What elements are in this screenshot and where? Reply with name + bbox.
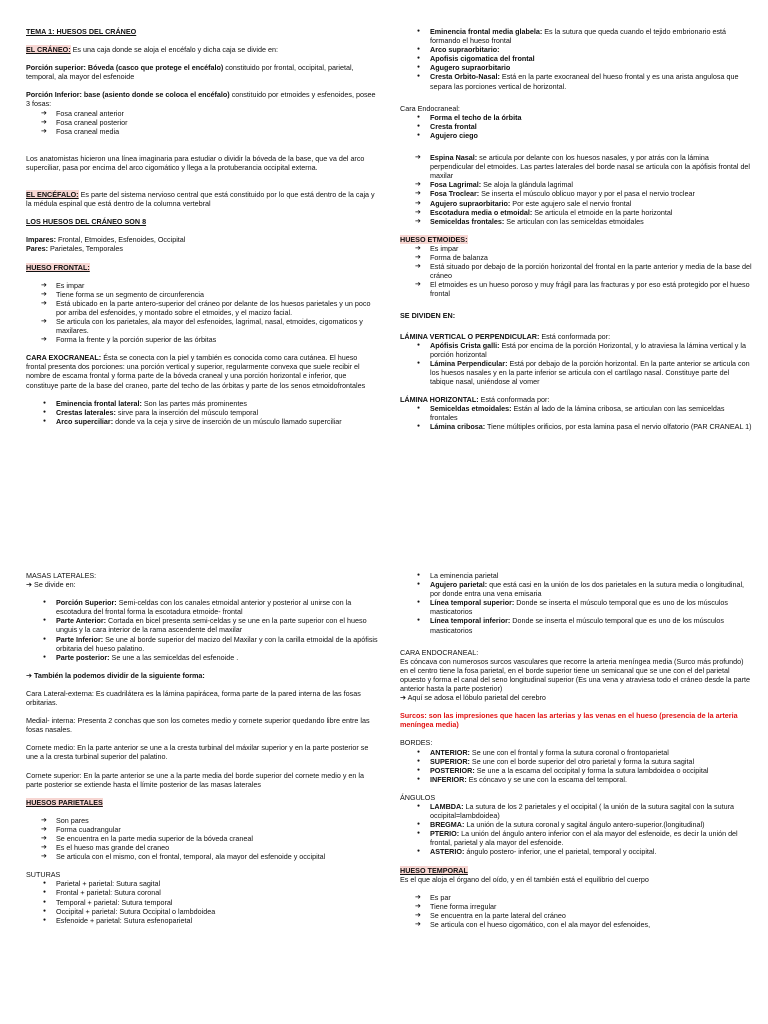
list-item: ➔ Se articula con el hueso cigomático, con el ala mayor del esfenoides,	[400, 920, 753, 929]
list-item: ➔ Tiene forma se un segmento de circunferencia	[26, 290, 379, 299]
list-item: ● Porción Superior: Semi-celdas con los canales etmoidal anterior y posterior al unirse con la escotadura del frontal forma la escotadura etmoide- frontal	[26, 598, 379, 616]
list-item: ● Semiceldas etmoidales: Están al lado de la lámina cribosa, se articulan con las semiceldas frontales	[400, 404, 753, 422]
masas-heading: MASAS LATERALES:	[26, 571, 97, 580]
list-item: ➔ Es impar	[400, 244, 753, 253]
list-item: ● POSTERIOR: Se une a la escama del occipital y forma la sutura lambdoidea o occipital	[400, 766, 753, 775]
list-item: ➔ Son pares	[26, 816, 379, 825]
list-item: ● Forma el techo de la órbita	[400, 113, 753, 122]
porcion-inferior-text: constituido por etmoides y esfenoides, posee 3 fosas:	[26, 90, 376, 109]
cara-endocraneal-heading: CARA ENDOCRANEAL:	[400, 647, 479, 657]
list-item: ➔ Forma de balanza	[400, 253, 753, 262]
lamina-vertical-label: LÁMINA VERTICAL O PERPENDICULAR:	[400, 331, 540, 341]
list-item: ● SUPERIOR: Se une con el borde superior del otro parietal y forma la sutura sagital	[400, 757, 753, 766]
impares-text: Frontal, Etmoides, Esfenoides, Occipital	[55, 235, 186, 245]
list-item: ● Apófisis Crista galli: Está por encima de la porción Horizontal, y lo atraviesa la lámina vertical y la porción horizontal	[400, 341, 753, 359]
list-item: ➔ Está ubicado en la parte antero-superior del cráneo por delante de los huesos parietales y un poco por arriba del esfenoides, y montado sobre el etmoides, y el macizo facial.	[26, 299, 379, 317]
se-dividen-heading: SE DIVIDEN EN:	[400, 311, 456, 321]
list-item: ● Occipital + parietal: Sutura Occipital o lambdoidea	[26, 907, 379, 916]
topic-title: TEMA 1: HUESOS DEL CRÁNEO	[26, 27, 137, 36]
cara-exocraneal-text: Ésta se conecta con la piel y también es conocida como cara cutánea. El hueso frontal presenta dos porciones: una porción vertical y superior, regularmente convexa que suele recibir el nombre de escama frontal y forma parte de la bóveda craneal y una porción horizontal e inferior, que constituye parte de la base del craneo, parte del techo de las órbitas y parte de los senos etmoidofrontales	[26, 353, 366, 390]
lamina-horizontal-list	[400, 404, 753, 431]
page2-right-column	[400, 571, 753, 938]
temporal-list	[400, 893, 753, 929]
list-item: ➔ Fosa craneal anterior	[26, 109, 379, 118]
fosas-list	[26, 109, 379, 136]
list-item: ➔ Escotadura media o etmoidal: Se articula el etmoide en la parte horizontal	[400, 208, 753, 217]
encefalo-label: EL ENCÉFALO:	[26, 190, 79, 200]
bordes-list	[400, 748, 753, 784]
parietales-heading: HUESOS PARIETALES	[26, 797, 103, 807]
list-item: ● Línea temporal inferior: Donde se inserta el músculo temporal que es uno de los músculos masticatorios	[400, 616, 753, 634]
list-item: ● Parietal + parietal: Sutura sagital	[26, 879, 379, 888]
list-item: ➔ Se encuentra en la parte lateral del cráneo	[400, 911, 753, 920]
list-item: ● Agujero ciego	[400, 131, 753, 140]
impares-label: Impares:	[26, 235, 56, 245]
encefalo-text: Es parte del sistema nervioso central que está constituido por lo que está dentro de la caja y la médula espinal que está dentro de la columna vertebral	[26, 190, 375, 209]
list-item: ➔ Forma la frente y la porción superior de las órbitas	[26, 335, 379, 344]
list-item: ➔ Se articula con el mismo, con el frontal, temporal, ala mayor del esfenoide y occipital	[26, 852, 379, 861]
list-item: ➔ Agujero supraorbitario: Por este agujero sale el nervio frontal	[400, 199, 753, 208]
frontal-exo-list	[400, 27, 753, 91]
cara-exocraneal-label: CARA EXOCRANEAL:	[26, 353, 102, 363]
lamina-vertical-text: Está conformada por:	[539, 331, 611, 341]
list-item: ● La eminencia parietal	[400, 571, 753, 580]
page1-left-column	[26, 27, 379, 435]
porcion-superior-label: Porción superior: Bóveda (casco que protege el encéfalo)	[26, 63, 224, 73]
angulos-heading: ÁNGULOS	[400, 792, 436, 802]
list-item: ● Eminencia frontal media glabela: Es la sutura que queda cuando el tejido embrionario está formando el hueso frontal	[400, 27, 753, 45]
temporal-heading: HUESO TEMPORAL	[400, 865, 468, 875]
list-item: ● Frontal + parietal: Sutura coronal	[26, 888, 379, 897]
pares-text: Parietales, Temporales	[47, 244, 123, 254]
pares-label: Pares:	[26, 244, 48, 254]
porcion-superior-text: constituido por frontal, occipital, parietal, temporal, ala mayor del esfenoide	[26, 63, 354, 82]
bordes-heading: BORDES:	[400, 738, 433, 748]
etmoides-heading: HUESO ETMOIDES:	[400, 234, 468, 244]
list-item: ● INFERIOR: Es cóncavo y se une con la escama del temporal.	[400, 775, 753, 784]
list-item: ● BREGMA: La unión de la sutura coronal y sagital ángulo antero-superior.(longitudinal)	[400, 820, 753, 829]
masas-intro: ➔ Se divide en:	[26, 580, 76, 590]
list-item: ● Cresta Orbito-Nasal: Está en la parte exocraneal del hueso frontal y es una arista angulosa que separa las porciones vertical de horizontal.	[400, 72, 753, 90]
list-item: ● Agujero parietal: que está casi en la unión de los dos parietales en la sutura media o longitudinal, por donde entra una vena emisaria	[400, 580, 753, 598]
surcos-note: Surcos: son las impresiones que hacen las arterias y las venas en el hueso (presencia de la arteria meníngea media)	[400, 711, 738, 730]
parietales-list	[26, 816, 379, 861]
exocraneal-list	[26, 399, 379, 426]
cara-endocraneal-heading: Cara Endocraneal:	[400, 103, 460, 113]
list-item: ➔ Forma cuadrangular	[26, 825, 379, 834]
list-item: ➔ Es el hueso mas grande del craneo	[26, 843, 379, 852]
huesos-heading: LOS HUESOS DEL CRÁNEO SON 8	[26, 217, 147, 227]
frontal-heading: HUESO FRONTAL:	[26, 262, 90, 272]
list-item: ➔ Fosa Lagrimal: Se aloja la glándula lagrimal	[400, 180, 753, 189]
cara-endocraneal-arrow: ➔ Aquí se adosa el lóbulo parietal del cerebro	[400, 693, 546, 703]
masas-list	[26, 598, 379, 662]
list-item: ● Arco superciliar: donde va la ceja y sirve de inserción de un músculo llamado superciliar	[26, 417, 379, 426]
list-item: ● Apofisis cigomatica del frontal	[400, 54, 753, 63]
frontal-list	[26, 281, 379, 345]
list-item: ● Parte posterior: Se une a las semiceldas del esfenoide .	[26, 653, 379, 662]
etmoides-list	[400, 244, 753, 299]
craneo-text: Es una caja donde se aloja el encéfalo y dicha caja se divide en:	[70, 45, 278, 55]
lamina-horizontal-text: Está conformada por:	[478, 395, 550, 405]
suturas-heading: SUTURAS	[26, 870, 61, 880]
list-item: ➔ Está situado por debajo de la porción horizontal del frontal en la parte anterior y media de la base del cráneo	[400, 262, 753, 280]
list-item: ● Eminencia frontal lateral: Son las partes más prominentes	[26, 399, 379, 408]
cara-lateral-paragraph: Cara Lateral-externa: Es cuadrilátera es la lámina papirácea, forma parte de la pared interna de las fosas orbitarias.	[26, 688, 361, 708]
medial-paragraph: Medial- interna: Presenta 2 conchas que son los cornetes medio y cornete superior quedando libre entre las fosas nasales.	[26, 716, 370, 735]
anatomistas-paragraph: Los anatomistas hicieron una línea imaginaria para estudiar o dividir la bóveda de la base, que va del arco superciliar, pasa por encima del arco cigomático y llega a la protuberancia occipital externa.	[26, 153, 365, 172]
tambien-heading: ➔ También la podemos dividir de la siguiente forma:	[26, 670, 205, 680]
list-item: ● Lámina cribosa: Tiene múltiples orificios, por esta lamina pasa el nervio olfatorio (PAR CRANEAL 1)	[400, 422, 753, 431]
page1-right-column	[400, 27, 753, 440]
list-item: ➔ Se articula con los parietales, ala mayor del esfenoides, lagrimal, nasal, etmoides, cigomaticos y maxilares.	[26, 317, 379, 335]
cornete-superior-paragraph: Cornete superior: En la parte anterior se une a la parte media del borde superior del cornete medio y en la parte posterior se extiende hasta el límite posterior de las masas laterales	[26, 770, 365, 789]
list-item: ● Cresta frontal	[400, 122, 753, 131]
list-item: ● PTERIO: La unión del ángulo antero inferior con el ala mayor del esfenoide, es decir la unión del frontal, parietal y ala mayor del esfenoide.	[400, 829, 753, 847]
list-item: ● ANTERIOR: Se une con el frontal y forma la sutura coronal o frontoparietal	[400, 748, 753, 757]
list-item: ● Parte Inferior: Se une al borde superior del macizo del Maxilar y con la carilla etmoidal de la apófisis orbitaria del hueso palatino.	[26, 635, 379, 653]
lamina-horizontal-label: LÁMINA HORIZONTAL:	[400, 395, 479, 405]
list-item: ● ASTERIO: ángulo postero- inferior, une el parietal, temporal y occipital.	[400, 847, 753, 856]
parietal-exo-list	[400, 571, 753, 635]
list-item: ➔ Se encuentra en la parte media superior de la bóveda craneal	[26, 834, 379, 843]
list-item: ● Esfenoide + parietal: Sutura esfenoparietal	[26, 916, 379, 925]
list-item: ➔ Semiceldas frontales: Se articulan con las semiceldas etmoidales	[400, 217, 753, 226]
cara-endocraneal-text: Es cóncava con numerosos surcos vasculares que recorre la arteria meníngea media (Surco más profundo) en el centro tiene la fosa parietal, en el borde superior tiene un semicanal que se une con el del parietal opuesto y forma el canal del seno longitudinal superior (Es una vena y atraviesa todo el cráneo desde la parte anterior hasta la parte posterior)	[400, 656, 751, 694]
list-item: ● Arco supraorbitario:	[400, 45, 753, 54]
list-item: ➔ Fosa craneal media	[26, 127, 379, 136]
lamina-vertical-list	[400, 341, 753, 386]
list-item: ● Lámina Perpendicular: Está por debajo de la porción horizontal. En la parte anterior se articula con los huesos nasales y en la parte inferior se articula con el cartílago nasal. Constituye parte del tabique nasal, uniéndose al vomer	[400, 359, 753, 386]
page2-left-column	[26, 571, 379, 934]
list-item: ➔ Espina Nasal: se articula por delante con los huesos nasales, y por atrás con la lámina perpendicular del etmoides. Las partes laterales del borde nasal se articula con la apófisis frontal del maxilar	[400, 153, 753, 180]
craneo-label: EL CRÁNEO:	[26, 45, 71, 55]
angulos-list	[400, 802, 753, 857]
list-item: ➔ Tiene forma irregular	[400, 902, 753, 911]
espina-list	[400, 153, 753, 226]
list-item: ● Temporal + parietal: Sutura temporal	[26, 898, 379, 907]
porcion-inferior-label: Porción Inferior: base (asiento donde se coloca el encéfalo)	[26, 90, 230, 100]
cornete-medio-paragraph: Cornete medio: En la parte anterior se une a la cresta turbinal del máxilar superior y en la parte posterior se une a la cresta turbinal superior del palatino.	[26, 743, 369, 762]
endocraneal-list	[400, 113, 753, 140]
list-item: ➔ Fosa craneal posterior	[26, 118, 379, 127]
suturas-list	[26, 879, 379, 924]
list-item: ➔ El etmoides es un hueso poroso y muy frágil para las fracturas y por eso está protegido por el hueso frontal	[400, 280, 753, 298]
list-item: ● LAMBDA: La sutura de los 2 parietales y el occipital ( la unión de la sutura sagital con la sutura occipital=lambdoidea)	[400, 802, 753, 820]
list-item: ● Agugero supraorbitario	[400, 63, 753, 72]
list-item: ➔ Es par	[400, 893, 753, 902]
list-item: ● Parte Anterior: Cortada en bicel presenta semi-celdas y se une en la parte superior con el hueso unguis y la cara interior de la rama ascendente del maxilar	[26, 616, 379, 634]
list-item: ➔ Fosa Troclear: Se inserta el músculo oblicuo mayor y por el pasa el nervio troclear	[400, 189, 753, 198]
temporal-intro: Es el que aloja el órgano del oído, y en él también está el equilibrio del cuerpo	[400, 874, 649, 884]
list-item: ● Crestas laterales: sirve para la inserción del músculo temporal	[26, 408, 379, 417]
list-item: ➔ Es impar	[26, 281, 379, 290]
list-item: ● Línea temporal superior: Donde se inserta el músculo temporal que es uno de los músculos masticatorios	[400, 598, 753, 616]
